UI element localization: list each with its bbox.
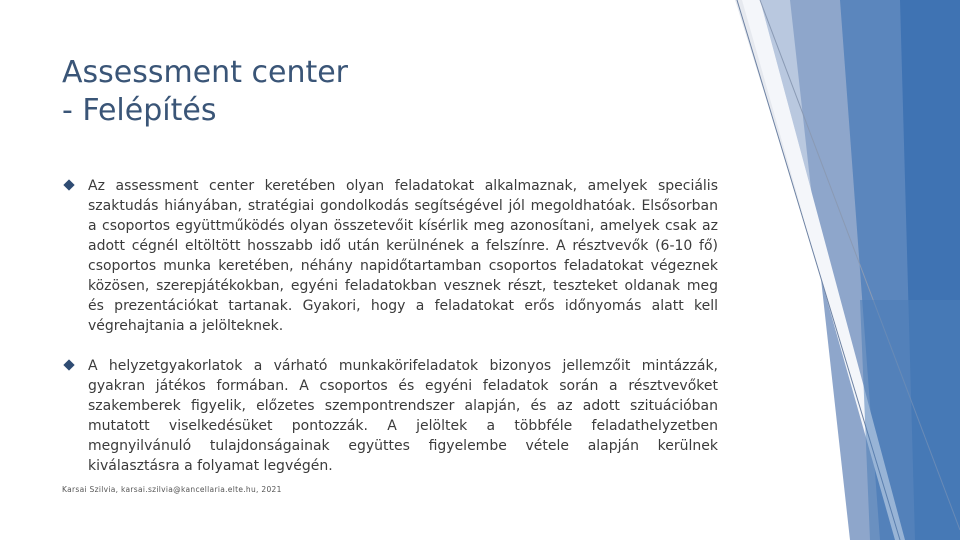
stripe-bottom-right-accent [860,300,960,540]
diamond-bullet-icon [63,359,74,370]
slide-title [62,54,702,130]
bullet-list [62,176,718,496]
title-line-1: Assessment center [62,55,349,90]
bullet-text-1: Az assessment center keretében olyan feladatokat alkalmaznak, amelyek speciális szaktudás hiányában, stratégiai gondolkodás segítségével jól megoldhatóak. Elsősorban a csoportos együttműködés olyan összetevőit kísérlik meg azonosítani, amelyek csak az adott cégnél eltöltött hosszabb idő után kerülnének a felszínre. A résztvevők (6-10 fő) csoportos munka keretében, néhány napidőtartamban csoportos feladatokat végeznek közösen, szerepjátékokban, egyéni feladatokban vesznek részt, teszteket oldanak meg és prezentációkat tartanak. Gyakori, hogy a feladatokat erős időnyomás alatt kell végrehajtania a jelölteknek. [88,178,718,334]
diamond-bullet-icon [63,179,74,190]
bullet-item-2 [62,356,718,476]
footer-credit: Karsai Szilvia, karsai.szilvia@kancellaria.elte.hu, 2021 [62,485,282,494]
title-line-2: - Felépítés [62,93,217,128]
bullet-text-2: A helyzetgyakorlatok a várható munkakörifeladatok bizonyos jellemzőit mintázzák, gyakran játékos formában. A csoportos és egyéni feladatok során a résztvevőket szakemberek figyelik, előzetes szempontrendszer alapján, és az adott szituációban mutatott viselkedésüket pontozzák. A jelöltek a többféle feladathelyzetben megnyilvánuló tulajdonságainak együttes figyelembe vétele alapján kerülnek kiválasztásra a folyamat legvégén. [88,358,718,474]
bullet-item-1 [62,176,718,336]
